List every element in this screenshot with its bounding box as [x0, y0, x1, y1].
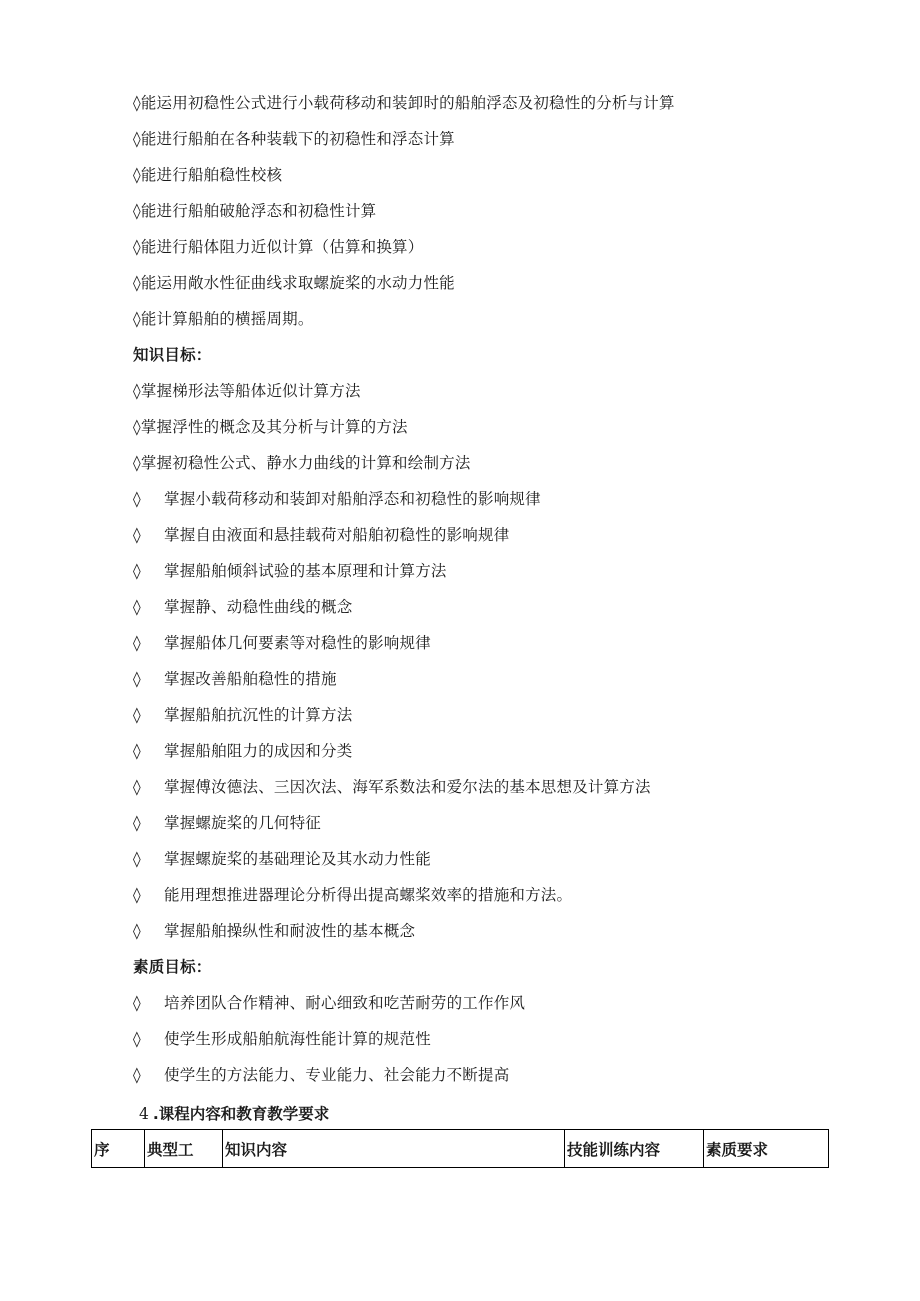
quality-item	[133, 992, 525, 1014]
knowledge-item	[133, 704, 352, 726]
knowledge-item-text: 掌握小载荷移动和装卸对船舶浮态和初稳性的影响规律	[164, 490, 541, 508]
knowledge-item-text: 掌握船舶阻力的成因和分类	[164, 742, 353, 760]
diamond-bullet-icon: ◊	[133, 814, 141, 832]
quality-item-text: 培养团队合作精神、耐心细致和吃苦耐劳的工作作风	[164, 994, 526, 1012]
skill-line: ◊能进行船舶破舱浮态和初稳性计算	[133, 202, 377, 220]
knowledge-item	[133, 848, 431, 870]
header-cell-quality: 素质要求	[704, 1130, 829, 1168]
header-cell-task: 典型工	[145, 1130, 223, 1168]
knowledge-item	[133, 596, 352, 618]
knowledge-item-text: 掌握船舶操纵性和耐波性的基本概念	[164, 922, 416, 940]
skill-line: ◊能运用敞水性征曲线求取螺旋桨的水动力性能	[133, 274, 455, 292]
diamond-bullet-icon: ◊	[133, 562, 141, 580]
header-cell-skills: 技能训练内容	[565, 1130, 704, 1168]
knowledge-item-text: 掌握船舶抗沉性的计算方法	[164, 706, 353, 724]
knowledge-item	[133, 560, 447, 582]
diamond-bullet-icon: ◊	[133, 706, 141, 724]
knowledge-item	[133, 488, 541, 510]
knowledge-line: ◊掌握浮性的概念及其分析与计算的方法	[133, 418, 408, 436]
section-title: .课程内容和教育教学要求	[152, 1105, 330, 1123]
knowledge-item	[133, 776, 651, 798]
section-heading	[139, 1102, 329, 1124]
knowledge-item-text: 掌握静、动稳性曲线的概念	[164, 598, 353, 616]
knowledge-line: ◊掌握初稳性公式、静水力曲线的计算和绘制方法	[133, 454, 471, 472]
skill-line: ◊能运用初稳性公式进行小载荷移动和装卸时的船舶浮态及初稳性的分析与计算	[133, 94, 675, 112]
diamond-bullet-icon: ◊	[133, 778, 141, 796]
diamond-bullet-icon: ◊	[133, 526, 141, 544]
knowledge-item-text: 能用理想推进器理论分析得出提高螺桨效率的措施和方法。	[164, 886, 573, 904]
quality-heading: 素质目标：	[133, 958, 212, 976]
course-content-table	[91, 1129, 829, 1168]
knowledge-item-text: 掌握螺旋桨的几何特征	[164, 814, 322, 832]
diamond-bullet-icon: ◊	[133, 490, 141, 508]
diamond-bullet-icon: ◊	[133, 1030, 141, 1048]
knowledge-line: ◊掌握梯形法等船体近似计算方法	[133, 382, 361, 400]
diamond-bullet-icon: ◊	[133, 922, 141, 940]
knowledge-item-text: 掌握船体几何要素等对稳性的影响规律	[164, 634, 431, 652]
knowledge-item-text: 掌握改善船舶稳性的措施	[164, 670, 337, 688]
knowledge-item	[133, 740, 352, 762]
knowledge-item	[133, 668, 337, 690]
table-header-row	[92, 1130, 829, 1168]
knowledge-item	[133, 524, 509, 546]
skill-line: ◊能计算船舶的横摇周期。	[133, 310, 314, 328]
header-cell-knowledge: 知识内容	[223, 1130, 565, 1168]
header-cell-index: 序	[92, 1130, 145, 1168]
quality-item-text: 使学生形成船舶航海性能计算的规范性	[164, 1030, 431, 1048]
knowledge-item	[133, 632, 431, 654]
diamond-bullet-icon: ◊	[133, 1066, 141, 1084]
diamond-bullet-icon: ◊	[133, 850, 141, 868]
quality-item-text: 使学生的方法能力、专业能力、社会能力不断提高	[164, 1066, 510, 1084]
knowledge-item-text: 掌握傅汝德法、三因次法、海军系数法和爱尔法的基本思想及计算方法	[164, 778, 651, 796]
skill-line: ◊能进行船舶稳性校核	[133, 166, 283, 184]
diamond-bullet-icon: ◊	[133, 634, 141, 652]
quality-item	[133, 1064, 509, 1086]
knowledge-item-text: 掌握自由液面和悬挂载荷对船舶初稳性的影响规律	[164, 526, 510, 544]
section-number: 4	[139, 1105, 149, 1123]
diamond-bullet-icon: ◊	[133, 742, 141, 760]
skill-line: ◊能进行船体阻力近似计算（估算和换算）	[133, 238, 424, 256]
knowledge-item	[133, 884, 572, 906]
knowledge-item	[133, 920, 415, 942]
diamond-bullet-icon: ◊	[133, 994, 141, 1012]
knowledge-item	[133, 812, 321, 834]
skill-line: ◊能进行船舶在各种装载下的初稳性和浮态计算	[133, 130, 455, 148]
knowledge-heading: 知识目标：	[133, 346, 212, 364]
diamond-bullet-icon: ◊	[133, 886, 141, 904]
quality-item	[133, 1028, 431, 1050]
knowledge-item-text: 掌握螺旋桨的基础理论及其水动力性能	[164, 850, 431, 868]
diamond-bullet-icon: ◊	[133, 598, 141, 616]
knowledge-item-text: 掌握船舶倾斜试验的基本原理和计算方法	[164, 562, 447, 580]
diamond-bullet-icon: ◊	[133, 670, 141, 688]
